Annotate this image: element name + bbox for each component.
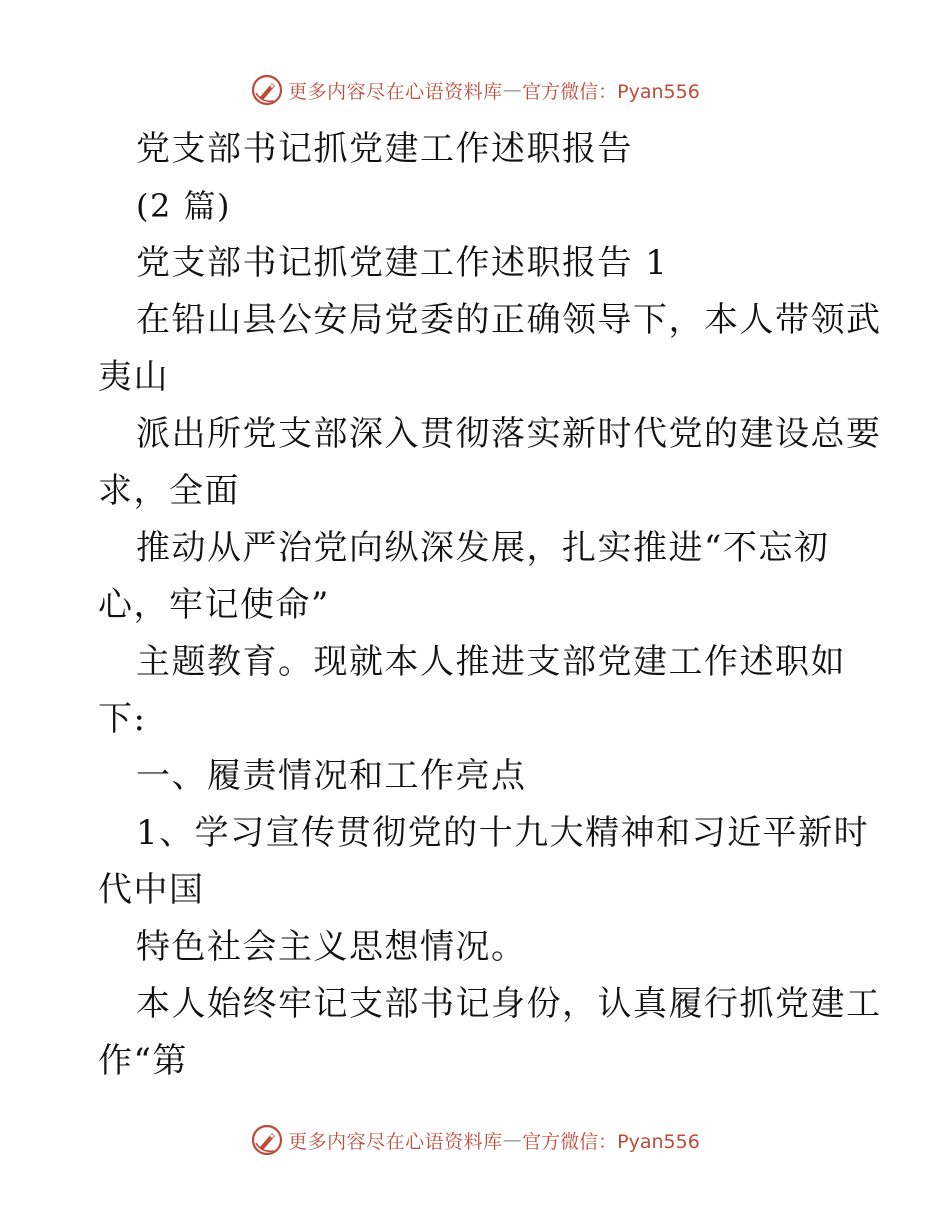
paragraph-line: 本人始终牢记支部书记身份，认真履行抓党建工: [136, 984, 882, 1024]
watermark-text: 更多内容尽在心语资料库: [288, 1130, 503, 1153]
watermark-text: 更多内容尽在心语资料库: [288, 80, 503, 103]
document-body: [98, 122, 882, 1091]
watermark-wechat: 官方微信：Pyan556: [522, 1130, 700, 1153]
watermark-header: [0, 70, 950, 110]
paragraph-line: 主题教育。现就本人推进支部党建工作述职如: [136, 642, 846, 682]
paragraph-line: 特色社会主义思想情况。: [136, 927, 527, 967]
doc-title-count: (2 篇): [136, 187, 232, 225]
pen-nib-logo-icon: [250, 1123, 284, 1157]
paragraph-line: 作“第: [98, 1041, 188, 1081]
paragraph-line: 求，全面: [98, 471, 240, 511]
pen-nib-logo-icon: [250, 73, 284, 107]
paragraph-line: 派出所党支部深入贯彻落实新时代党的建设总要: [136, 414, 882, 454]
watermark-separator: —: [502, 1129, 523, 1151]
watermark-separator: —: [502, 79, 523, 101]
paragraph-line: 夷山: [98, 357, 169, 397]
paragraph-line: 下:: [98, 699, 147, 739]
watermark-wechat: 官方微信：Pyan556: [522, 80, 700, 103]
section-heading: 一、履责情况和工作亮点: [136, 756, 527, 796]
watermark-footer: [0, 1120, 950, 1160]
paragraph-line: 在铅山县公安局党委的正确领导下，本人带领武: [136, 300, 882, 340]
section-title: 党支部书记抓党建工作述职报告 1: [136, 243, 669, 283]
paragraph-line: 代中国: [98, 870, 205, 910]
paragraph-line: 1、学习宣传贯彻党的十九大精神和习近平新时: [136, 813, 870, 853]
doc-title: 党支部书记抓党建工作述职报告: [136, 129, 633, 169]
paragraph-line: 心，牢记使命”: [98, 585, 330, 625]
paragraph-line: 推动从严治党向纵深发展，扎实推进“不忘初: [136, 528, 830, 568]
